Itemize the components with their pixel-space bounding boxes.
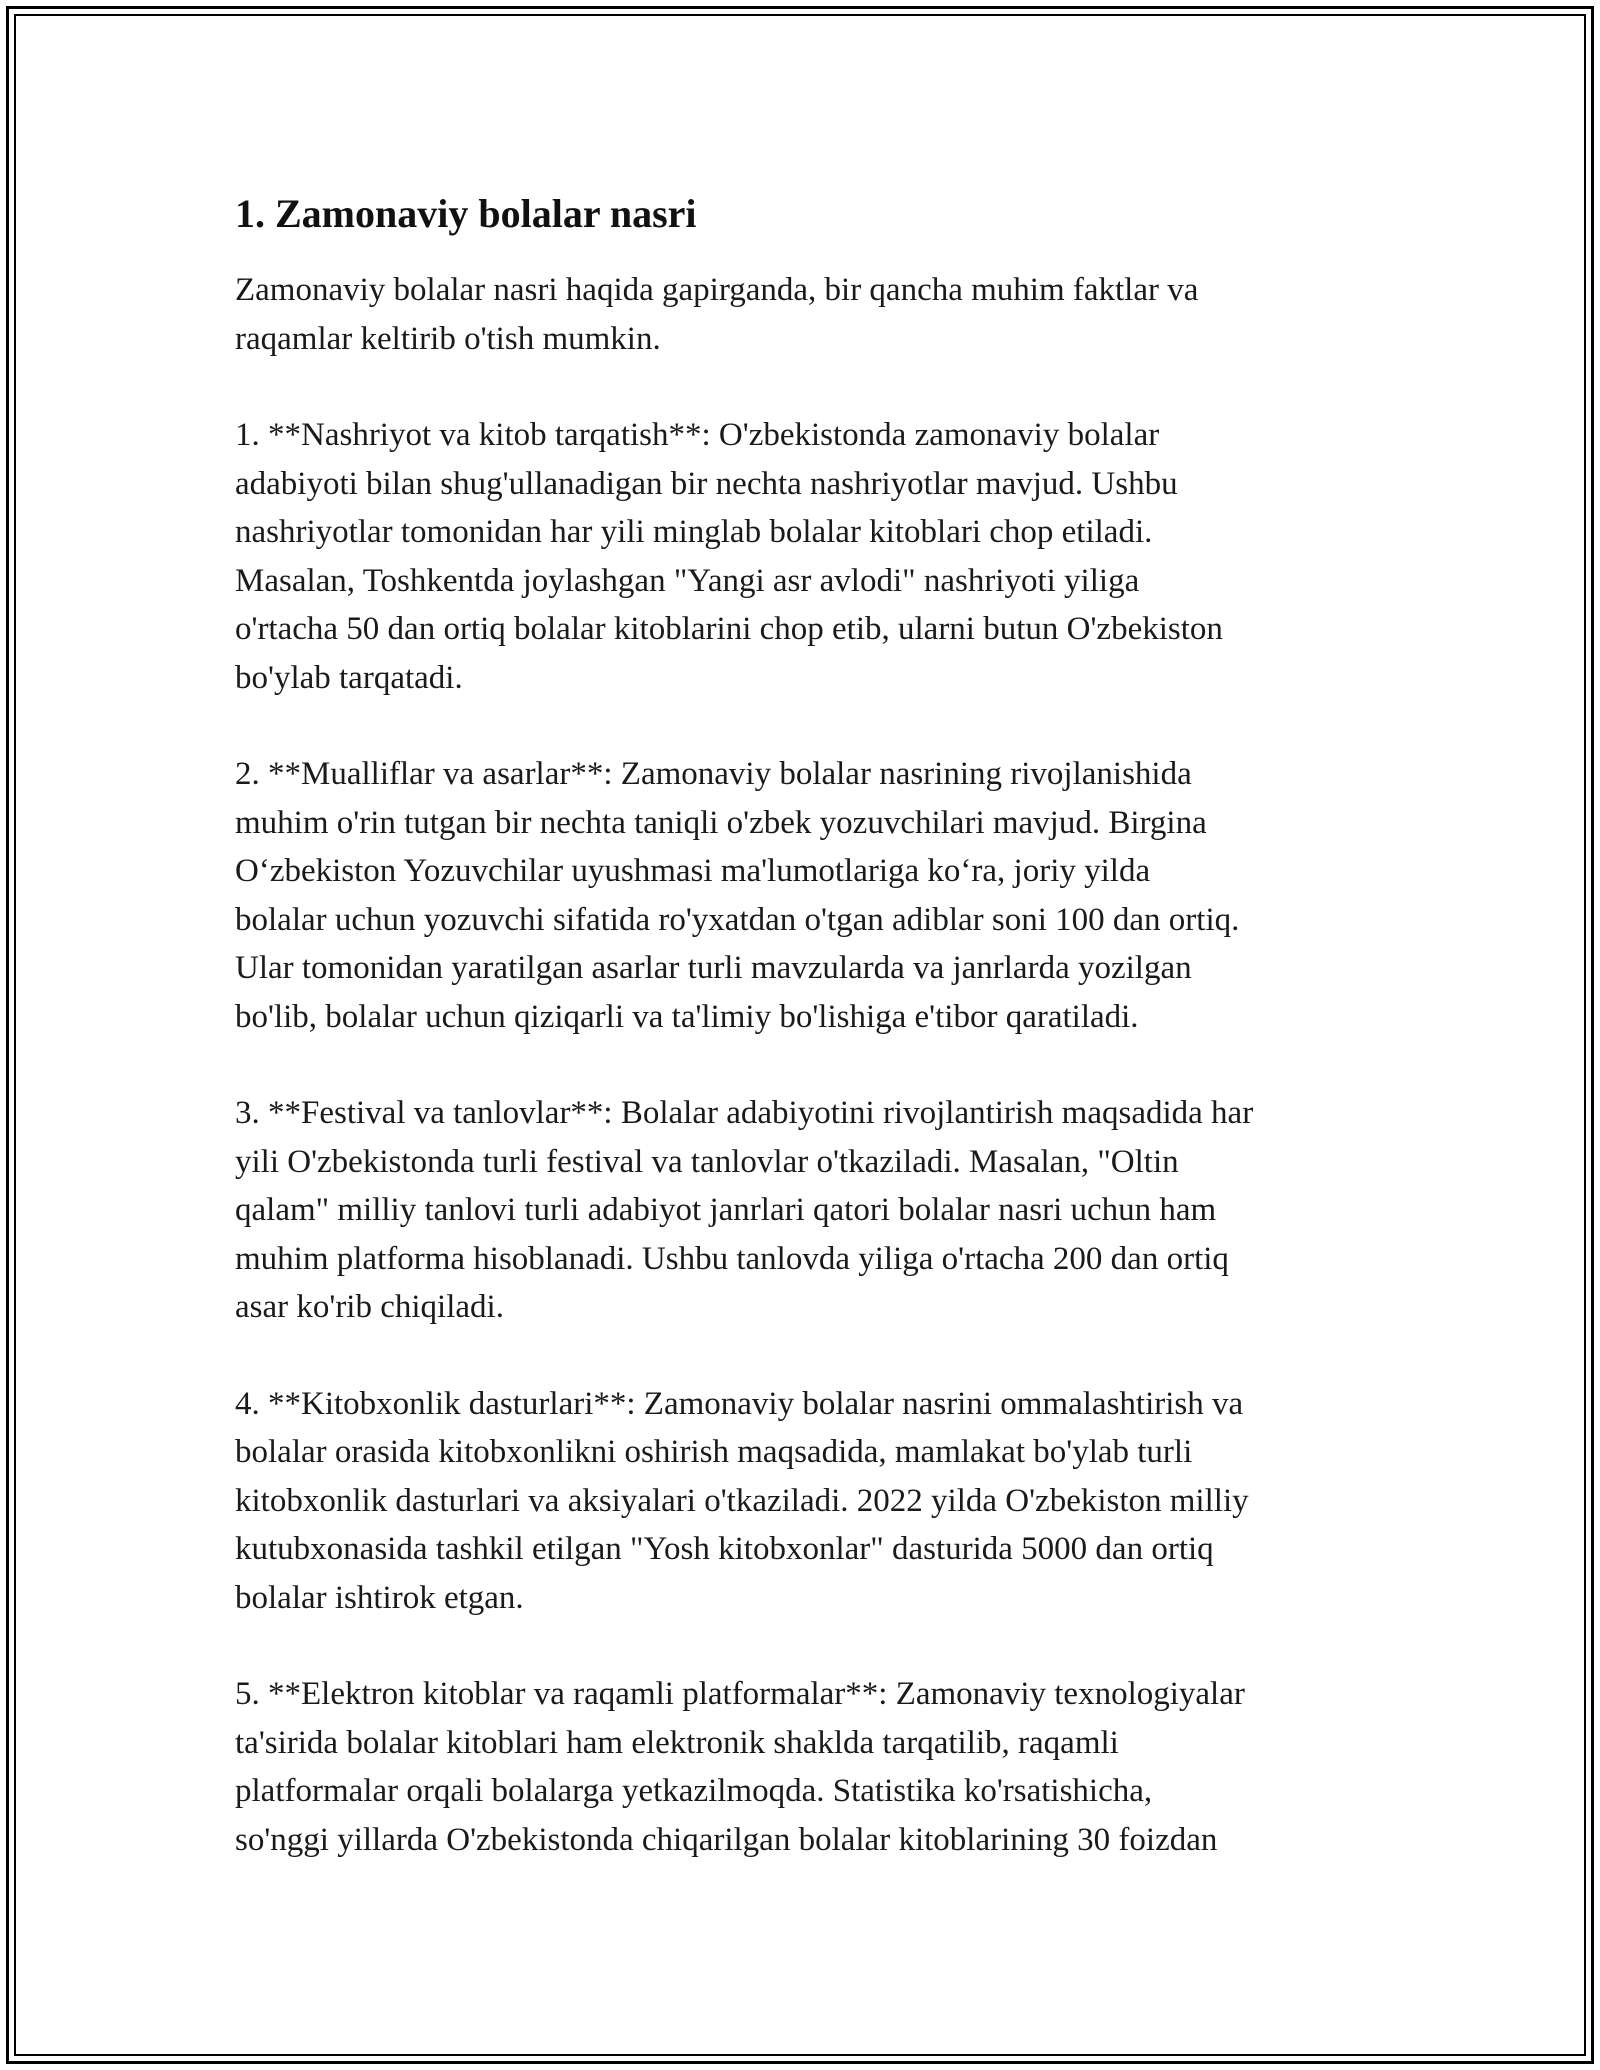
intro-paragraph: Zamonaviy bolalar nasri haqida gapirganda, bir qancha muhim faktlar va raqamlar keltirib o'tish mumkin. xyxy=(235,272,1199,357)
paragraph-ebooks: 5. **Elektron kitoblar va raqamli platformalar**: Zamonaviy texnologiyalar ta'sirida bolalar kitoblari ham elektronik shaklda tarqatilib, raqamli platformalar orqali bolalarga yetkazilmoqda. Statistika ko'rsatishicha, so'nggi yillarda O'zbekistonda chiqarilgan bolalar kitoblarining 30 foizdan xyxy=(235,1676,1245,1858)
document-body xyxy=(235,188,1385,1912)
paragraph-authors: 2. **Mualliflar va asarlar**: Zamonaviy bolalar nasrining rivojlanishida muhim o'rin tutgan bir nechta taniqli o'zbek yozuvchilari mavjud. Birgina O‘zbekiston Yozuvchilar uyushmasi ma'lumotlariga ko‘ra, joriy yilda bolalar uchun yozuvchi sifatida ro'yxatdan o'tgan adiblar soni 100 dan ortiq. Ular tomonidan yaratilgan asarlar turli mavzularda va janrlarda yozilgan bo'lib, bolalar uchun qiziqarli va ta'limiy bo'lishiga e'tibor qaratiladi. xyxy=(235,756,1240,1035)
paragraph-reading-programs: 4. **Kitobxonlik dasturlari**: Zamonaviy bolalar nasrini ommalashtirish va bolalar orasida kitobxonlikni oshirish maqsadida, mamlakat bo'ylab turli kitobxonlik dasturlari va aksiyalari o'tkaziladi. 2022 yilda O'zbekiston milliy kutubxonasida tashkil etilgan "Yosh kitobxonlar" dasturida 5000 dan ortiq bolalar ishtirok etgan. xyxy=(235,1385,1249,1616)
paragraph-festivals: 3. **Festival va tanlovlar**: Bolalar adabiyotini rivojlantirish maqsadida har yili O'zbekistonda turli festival va tanlovlar o'tkaziladi. Masalan, "Oltin qalam" milliy tanlovi turli adabiyot janrlari qatori bolalar nasri uchun ham muhim platforma hisoblanadi. Ushbu tanlovda yiliga o'rtacha 200 dan ortiq asar ko'rib chiqiladi. xyxy=(235,1095,1254,1325)
section-heading: 1. Zamonaviy bolalar nasri xyxy=(235,191,697,236)
paragraph-publishing: 1. **Nashriyot va kitob tarqatish**: O'zbekistonda zamonaviy bolalar adabiyoti bilan shug'ullanadigan bir nechta nashriyotlar mavjud. Ushbu nashriyotlar tomonidan har yili minglab bolalar kitoblari chop etiladi. Masalan, Toshkentda joylashgan "Yangi asr avlodi" nashriyoti yiliga o'rtacha 50 dan ortiq bolalar kitoblarini chop etib, ularni butun O'zbekiston bo'ylab tarqatadi. xyxy=(235,417,1223,696)
